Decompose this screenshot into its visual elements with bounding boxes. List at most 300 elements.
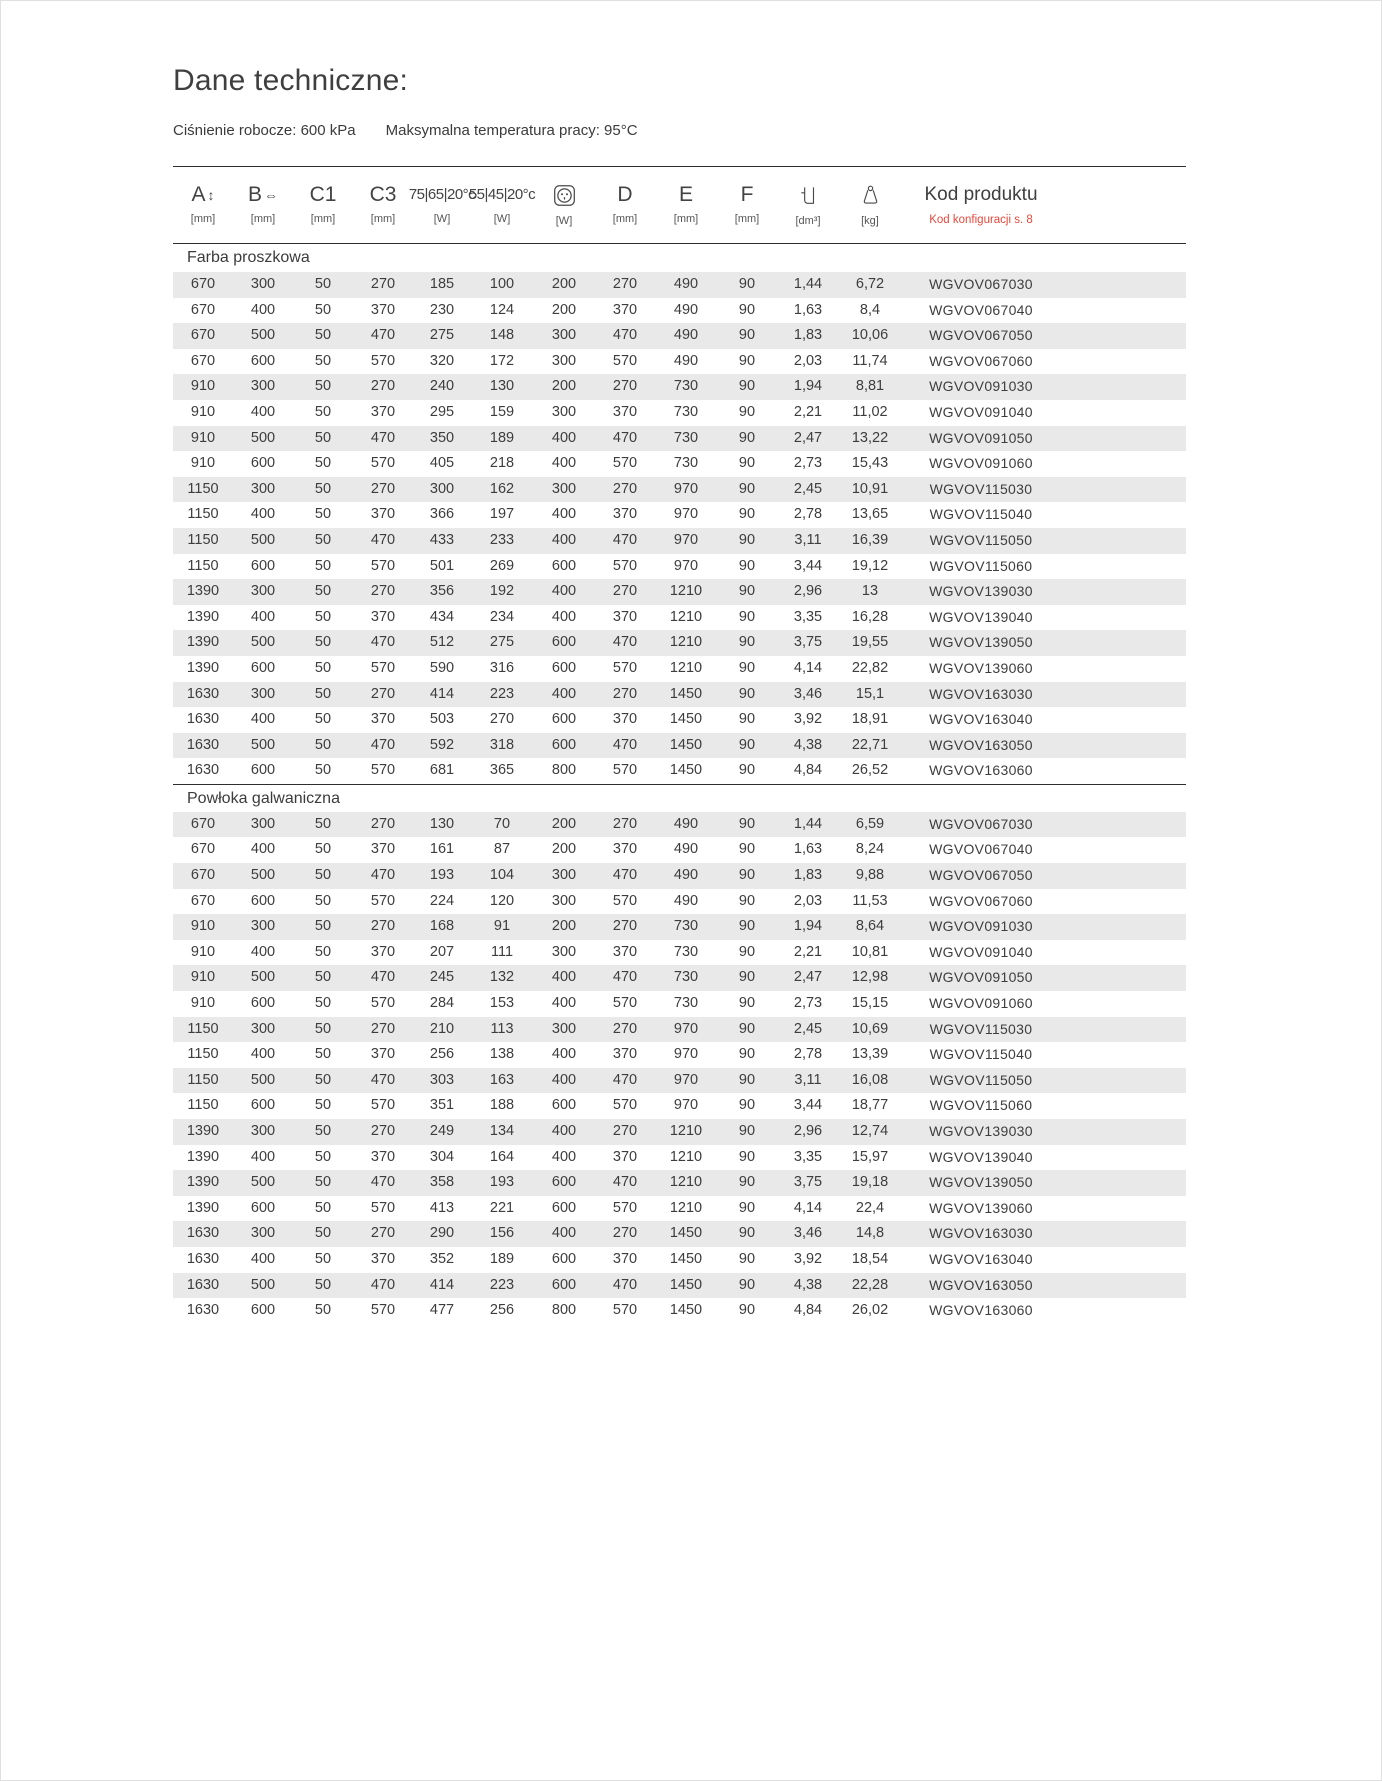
data-cell: 10,69 bbox=[851, 1020, 889, 1037]
data-cell: 1,94 bbox=[793, 378, 823, 395]
data-cell: 90 bbox=[738, 762, 756, 779]
data-cell: 370 bbox=[370, 506, 396, 523]
data-cell: 503 bbox=[429, 711, 455, 728]
table-row bbox=[173, 1068, 1186, 1094]
data-cell: 193 bbox=[429, 867, 455, 884]
data-cell: 490 bbox=[673, 352, 699, 369]
product-code-title: Kod produktu bbox=[924, 183, 1038, 205]
data-cell: 400 bbox=[250, 403, 276, 420]
data-cell: 470 bbox=[370, 634, 396, 651]
table-row bbox=[173, 863, 1186, 889]
data-cell: 284 bbox=[429, 995, 455, 1012]
data-cell: 490 bbox=[673, 276, 699, 292]
data-cell: 600 bbox=[551, 659, 577, 676]
data-cell: 470 bbox=[612, 327, 638, 344]
datasheet bbox=[173, 1, 1186, 1324]
data-cell: 970 bbox=[673, 1046, 699, 1063]
section-label: Farba proszkowa bbox=[187, 249, 310, 266]
data-cell: 470 bbox=[370, 1071, 396, 1088]
data-cell: 90 bbox=[738, 429, 756, 446]
col-symbol: A bbox=[191, 183, 206, 206]
data-cell: 2,03 bbox=[793, 892, 823, 909]
data-cell: 1390 bbox=[186, 583, 220, 600]
table-row bbox=[173, 1119, 1186, 1145]
data-cell: 3,11 bbox=[794, 1071, 822, 1088]
volume-icon bbox=[797, 182, 820, 208]
data-cell: 370 bbox=[370, 1148, 396, 1165]
data-cell: 197 bbox=[489, 506, 515, 523]
col-symbol: 55|45|20°c bbox=[468, 186, 536, 203]
data-cell: 300 bbox=[551, 352, 577, 369]
data-cell: 90 bbox=[738, 1174, 756, 1191]
table-row bbox=[173, 630, 1186, 656]
product-code-cell: WGVOV067050 bbox=[929, 327, 1033, 344]
data-cell: 4,38 bbox=[793, 736, 823, 753]
data-cell: 218 bbox=[489, 455, 515, 472]
data-cell: 570 bbox=[370, 352, 396, 369]
data-cell: 16,28 bbox=[851, 608, 889, 625]
data-cell: 600 bbox=[250, 1199, 276, 1216]
data-cell: 50 bbox=[314, 1071, 332, 1088]
data-cell: 970 bbox=[673, 1071, 699, 1088]
data-cell: 1150 bbox=[187, 1020, 219, 1037]
product-code-cell: WGVOV091040 bbox=[929, 403, 1033, 420]
data-cell: 1450 bbox=[669, 711, 703, 728]
data-cell: 800 bbox=[551, 762, 577, 779]
product-code-cell: WGVOV163050 bbox=[929, 736, 1033, 753]
data-cell: 90 bbox=[738, 506, 756, 523]
socket-icon bbox=[552, 182, 577, 208]
product-code-cell: WGVOV163060 bbox=[929, 762, 1033, 779]
data-cell: 600 bbox=[551, 1097, 577, 1114]
data-cell: 200 bbox=[551, 378, 577, 395]
data-cell: 10,06 bbox=[851, 327, 889, 344]
data-cell: 90 bbox=[738, 1123, 756, 1139]
data-cell: 1450 bbox=[669, 1276, 703, 1293]
product-code-cell: WGVOV139050 bbox=[929, 1174, 1033, 1191]
data-cell: 300 bbox=[250, 480, 276, 497]
table-row bbox=[173, 991, 1186, 1017]
data-cell: 500 bbox=[250, 1071, 276, 1088]
data-cell: 50 bbox=[314, 1250, 332, 1267]
data-cell: 50 bbox=[314, 583, 332, 600]
data-cell: 200 bbox=[551, 301, 577, 318]
data-cell: 189 bbox=[489, 1250, 515, 1267]
data-cell: 2,03 bbox=[793, 352, 823, 369]
data-cell: 270 bbox=[612, 815, 638, 832]
data-cell: 400 bbox=[551, 429, 577, 446]
data-cell: 3,46 bbox=[793, 1225, 823, 1242]
data-cell: 50 bbox=[314, 634, 332, 651]
data-cell: 970 bbox=[673, 557, 699, 574]
data-cell: 600 bbox=[250, 1097, 276, 1114]
data-cell: 400 bbox=[250, 1250, 276, 1267]
data-cell: 22,28 bbox=[851, 1276, 889, 1293]
table-row bbox=[173, 1221, 1186, 1247]
data-cell: 400 bbox=[551, 1148, 577, 1165]
data-cell: 90 bbox=[738, 1276, 756, 1293]
data-cell: 269 bbox=[489, 557, 515, 574]
product-code-cell: WGVOV139040 bbox=[929, 1148, 1033, 1165]
data-cell: 161 bbox=[429, 841, 455, 858]
data-cell: 570 bbox=[370, 557, 396, 574]
data-cell: 370 bbox=[612, 841, 638, 858]
col-header-D bbox=[595, 184, 655, 226]
data-cell: 370 bbox=[370, 943, 396, 960]
data-cell: 910 bbox=[190, 455, 216, 472]
data-cell: 1450 bbox=[669, 1225, 703, 1242]
data-cell: 270 bbox=[612, 276, 638, 292]
product-code-cell: WGVOV067060 bbox=[929, 892, 1033, 909]
data-cell: 221 bbox=[489, 1199, 515, 1216]
data-cell: 90 bbox=[738, 1148, 756, 1165]
data-cell: 370 bbox=[612, 608, 638, 625]
data-cell: 163 bbox=[489, 1071, 515, 1088]
product-code-cell: WGVOV115040 bbox=[929, 1046, 1033, 1063]
data-cell: 570 bbox=[370, 1199, 396, 1216]
data-cell: 352 bbox=[429, 1250, 455, 1267]
data-cell: 670 bbox=[190, 815, 216, 832]
data-cell: 1,63 bbox=[793, 841, 823, 858]
data-cell: 600 bbox=[250, 892, 276, 909]
data-cell: 1450 bbox=[669, 685, 703, 702]
data-cell: 1150 bbox=[187, 1046, 219, 1063]
data-cell: 12,74 bbox=[851, 1123, 889, 1139]
product-code-cell: WGVOV115040 bbox=[929, 506, 1033, 523]
data-cell: 11,02 bbox=[852, 403, 888, 420]
data-cell: 730 bbox=[673, 429, 699, 446]
data-cell: 132 bbox=[489, 969, 515, 986]
data-cell: 50 bbox=[314, 815, 332, 832]
data-cell: 90 bbox=[738, 608, 756, 625]
data-cell: 2,73 bbox=[793, 455, 823, 472]
data-cell: 370 bbox=[370, 1046, 396, 1063]
data-cell: 570 bbox=[370, 892, 396, 909]
page-title: Dane techniczne: bbox=[173, 64, 409, 97]
data-cell: 970 bbox=[673, 531, 699, 548]
data-cell: 470 bbox=[370, 429, 396, 446]
data-cell: 400 bbox=[250, 1148, 276, 1165]
data-cell: 26,02 bbox=[851, 1302, 889, 1319]
col-header-electric-power bbox=[533, 182, 595, 228]
data-cell: 433 bbox=[429, 531, 455, 548]
data-cell: 200 bbox=[551, 841, 577, 858]
data-cell: 500 bbox=[250, 327, 276, 344]
data-cell: 400 bbox=[551, 1225, 577, 1242]
data-cell: 270 bbox=[612, 1123, 638, 1139]
data-cell: 22,71 bbox=[851, 736, 889, 753]
data-cell: 300 bbox=[250, 276, 276, 292]
data-cell: 400 bbox=[551, 583, 577, 600]
data-cell: 1150 bbox=[187, 1097, 219, 1114]
data-cell: 19,55 bbox=[851, 634, 889, 651]
data-cell: 113 bbox=[490, 1020, 514, 1037]
data-cell: 2,47 bbox=[793, 429, 823, 446]
data-cell: 1630 bbox=[186, 1302, 220, 1319]
table-row bbox=[173, 579, 1186, 605]
data-cell: 3,92 bbox=[793, 711, 823, 728]
data-cell: 2,21 bbox=[793, 943, 823, 960]
max-temperature: Maksymalna temperatura pracy: 95°C bbox=[385, 122, 638, 139]
data-cell: 400 bbox=[551, 455, 577, 472]
data-cell: 1210 bbox=[669, 1123, 703, 1139]
data-cell: 405 bbox=[429, 455, 455, 472]
table-row bbox=[173, 349, 1186, 375]
data-cell: 50 bbox=[314, 867, 332, 884]
data-cell: 590 bbox=[429, 659, 455, 676]
data-cell: 670 bbox=[190, 892, 216, 909]
data-cell: 9,88 bbox=[855, 867, 885, 884]
data-cell: 91 bbox=[493, 918, 511, 935]
data-cell: 356 bbox=[429, 583, 455, 600]
data-cell: 1390 bbox=[186, 1199, 220, 1216]
data-cell: 159 bbox=[489, 403, 515, 420]
col-header-power-75-65-20 bbox=[408, 184, 476, 226]
data-cell: 400 bbox=[551, 531, 577, 548]
table-row bbox=[173, 426, 1186, 452]
data-cell: 19,18 bbox=[851, 1174, 889, 1191]
data-cell: 1450 bbox=[669, 1250, 703, 1267]
data-cell: 413 bbox=[429, 1199, 455, 1216]
data-cell: 570 bbox=[612, 1199, 638, 1216]
data-cell: 970 bbox=[673, 1020, 699, 1037]
data-cell: 300 bbox=[551, 403, 577, 420]
data-cell: 162 bbox=[489, 480, 515, 497]
data-cell: 90 bbox=[738, 557, 756, 574]
data-cell: 400 bbox=[250, 608, 276, 625]
data-cell: 8,4 bbox=[859, 301, 881, 318]
data-cell: 200 bbox=[551, 815, 577, 832]
data-cell: 370 bbox=[370, 301, 396, 318]
data-cell: 270 bbox=[612, 480, 638, 497]
data-cell: 270 bbox=[370, 1225, 396, 1242]
data-cell: 90 bbox=[738, 378, 756, 395]
data-cell: 1210 bbox=[669, 1199, 703, 1216]
data-cell: 1450 bbox=[669, 736, 703, 753]
data-cell: 50 bbox=[314, 892, 332, 909]
data-cell: 3,35 bbox=[793, 1148, 823, 1165]
data-cell: 570 bbox=[370, 455, 396, 472]
table-row bbox=[173, 837, 1186, 863]
product-code-cell: WGVOV115060 bbox=[929, 557, 1033, 574]
data-cell: 50 bbox=[314, 327, 332, 344]
data-cell: 19,12 bbox=[851, 557, 889, 574]
data-cell: 1630 bbox=[186, 762, 220, 779]
data-cell: 370 bbox=[612, 943, 638, 960]
data-cell: 370 bbox=[612, 1046, 638, 1063]
data-cell: 570 bbox=[612, 1302, 638, 1319]
data-cell: 16,39 bbox=[851, 531, 889, 548]
data-cell: 50 bbox=[314, 1020, 332, 1037]
data-cell: 730 bbox=[673, 918, 699, 935]
data-cell: 300 bbox=[551, 892, 577, 909]
data-cell: 501 bbox=[429, 557, 455, 574]
data-cell: 134 bbox=[489, 1123, 515, 1139]
data-cell: 400 bbox=[551, 1123, 577, 1139]
table-body bbox=[173, 244, 1186, 1324]
product-code-cell: WGVOV115050 bbox=[929, 1071, 1033, 1088]
data-cell: 500 bbox=[250, 867, 276, 884]
data-cell: 670 bbox=[190, 301, 216, 318]
product-code-cell: WGVOV115030 bbox=[929, 1020, 1033, 1037]
data-cell: 470 bbox=[612, 1276, 638, 1293]
data-cell: 351 bbox=[429, 1097, 455, 1114]
data-cell: 570 bbox=[612, 1097, 638, 1114]
data-cell: 730 bbox=[673, 969, 699, 986]
data-cell: 300 bbox=[250, 378, 276, 395]
data-cell: 124 bbox=[489, 301, 515, 318]
col-unit: [mm] bbox=[370, 213, 396, 225]
data-cell: 1630 bbox=[186, 1250, 220, 1267]
data-cell: 224 bbox=[429, 892, 455, 909]
data-cell: 1,83 bbox=[793, 867, 823, 884]
col-unit: [kg] bbox=[861, 215, 879, 227]
data-cell: 365 bbox=[489, 762, 515, 779]
data-cell: 50 bbox=[314, 557, 332, 574]
data-cell: 270 bbox=[370, 378, 396, 395]
data-cell: 300 bbox=[250, 815, 276, 832]
data-cell: 90 bbox=[738, 1302, 756, 1319]
data-cell: 570 bbox=[612, 455, 638, 472]
data-cell: 3,44 bbox=[793, 557, 823, 574]
data-cell: 600 bbox=[551, 1276, 577, 1293]
data-cell: 90 bbox=[738, 736, 756, 753]
data-cell: 90 bbox=[738, 1250, 756, 1267]
product-code-cell: WGVOV163040 bbox=[929, 711, 1033, 728]
data-cell: 570 bbox=[370, 762, 396, 779]
col-symbol: F bbox=[740, 183, 754, 206]
data-cell: 600 bbox=[551, 634, 577, 651]
data-cell: 370 bbox=[370, 711, 396, 728]
data-cell: 303 bbox=[429, 1071, 455, 1088]
data-cell: 910 bbox=[190, 943, 216, 960]
data-cell: 26,52 bbox=[851, 762, 889, 779]
data-cell: 223 bbox=[489, 1276, 515, 1293]
data-cell: 210 bbox=[429, 1020, 455, 1037]
data-cell: 4,84 bbox=[793, 1302, 823, 1319]
section-label: Powłoka galwaniczna bbox=[173, 784, 1186, 812]
data-cell: 50 bbox=[314, 1199, 332, 1216]
product-code-cell: WGVOV163040 bbox=[929, 1250, 1033, 1267]
data-cell: 470 bbox=[370, 1174, 396, 1191]
data-cell: 304 bbox=[429, 1148, 455, 1165]
data-cell: 50 bbox=[314, 506, 332, 523]
product-code-cell: WGVOV067050 bbox=[929, 867, 1033, 884]
data-cell: 600 bbox=[551, 736, 577, 753]
data-cell: 50 bbox=[314, 480, 332, 497]
data-cell: 90 bbox=[738, 1199, 756, 1216]
product-code-cell: WGVOV163030 bbox=[929, 685, 1033, 702]
data-cell: 370 bbox=[612, 301, 638, 318]
data-cell: 270 bbox=[612, 378, 638, 395]
data-cell: 50 bbox=[314, 301, 332, 318]
col-symbol: B bbox=[247, 183, 262, 206]
col-header-volume bbox=[777, 182, 839, 228]
data-cell: 370 bbox=[612, 1148, 638, 1165]
data-cell: 18,54 bbox=[851, 1250, 889, 1267]
data-cell: 670 bbox=[190, 841, 216, 858]
data-cell: 8,81 bbox=[855, 378, 885, 395]
data-cell: 13,65 bbox=[851, 506, 889, 523]
data-cell: 270 bbox=[370, 685, 396, 702]
data-cell: 400 bbox=[551, 608, 577, 625]
data-cell: 910 bbox=[190, 995, 216, 1012]
col-unit: [mm] bbox=[612, 213, 638, 225]
arrow-vertical-icon: ↕ bbox=[207, 187, 215, 203]
data-cell: 87 bbox=[493, 841, 511, 858]
table-row bbox=[173, 323, 1186, 349]
data-cell: 470 bbox=[370, 531, 396, 548]
data-cell: 570 bbox=[612, 892, 638, 909]
data-cell: 1210 bbox=[669, 634, 703, 651]
data-cell: 1210 bbox=[669, 1174, 703, 1191]
data-cell: 470 bbox=[370, 867, 396, 884]
data-cell: 6,72 bbox=[855, 276, 885, 292]
working-pressure: Ciśnienie robocze: 600 kPa bbox=[173, 122, 356, 139]
data-cell: 270 bbox=[612, 918, 638, 935]
table-row bbox=[173, 965, 1186, 991]
data-cell: 400 bbox=[551, 1071, 577, 1088]
data-cell: 470 bbox=[370, 1276, 396, 1293]
data-cell: 1450 bbox=[669, 1302, 703, 1319]
data-cell: 800 bbox=[551, 1302, 577, 1319]
data-cell: 910 bbox=[190, 403, 216, 420]
data-cell: 90 bbox=[738, 815, 756, 832]
data-cell: 490 bbox=[673, 327, 699, 344]
data-cell: 270 bbox=[489, 711, 515, 728]
product-code-cell: WGVOV163060 bbox=[929, 1302, 1033, 1319]
data-cell: 1210 bbox=[669, 608, 703, 625]
table-row bbox=[173, 298, 1186, 324]
data-cell: 414 bbox=[429, 685, 455, 702]
data-cell: 400 bbox=[250, 301, 276, 318]
data-cell: 8,24 bbox=[855, 841, 885, 858]
col-unit: [W] bbox=[433, 213, 451, 225]
table-row bbox=[173, 528, 1186, 554]
col-unit: [W] bbox=[493, 213, 511, 225]
data-cell: 300 bbox=[429, 480, 455, 497]
data-cell: 970 bbox=[673, 506, 699, 523]
table-row bbox=[173, 605, 1186, 631]
data-cell: 156 bbox=[489, 1225, 515, 1242]
data-cell: 138 bbox=[489, 1046, 515, 1063]
data-cell: 490 bbox=[673, 867, 699, 884]
data-cell: 400 bbox=[551, 995, 577, 1012]
data-cell: 470 bbox=[612, 634, 638, 651]
product-code-cell: WGVOV091050 bbox=[929, 969, 1033, 986]
col-unit: [mm] bbox=[310, 213, 336, 225]
data-cell: 50 bbox=[314, 685, 332, 702]
data-cell: 1630 bbox=[186, 736, 220, 753]
product-code-cell: WGVOV067060 bbox=[929, 352, 1033, 369]
col-unit: [mm] bbox=[190, 213, 216, 225]
data-cell: 50 bbox=[314, 1174, 332, 1191]
data-cell: 970 bbox=[673, 480, 699, 497]
table-header bbox=[173, 166, 1186, 244]
data-cell: 270 bbox=[370, 276, 396, 292]
data-cell: 90 bbox=[738, 276, 756, 292]
data-cell: 358 bbox=[429, 1174, 455, 1191]
product-code-cell: WGVOV091060 bbox=[929, 455, 1033, 472]
data-cell: 50 bbox=[314, 1302, 332, 1319]
data-cell: 500 bbox=[250, 429, 276, 446]
col-header-A bbox=[173, 184, 233, 226]
data-cell: 600 bbox=[551, 1250, 577, 1267]
table-row bbox=[173, 1042, 1186, 1068]
data-cell: 570 bbox=[612, 762, 638, 779]
data-cell: 570 bbox=[370, 659, 396, 676]
data-cell: 600 bbox=[250, 762, 276, 779]
